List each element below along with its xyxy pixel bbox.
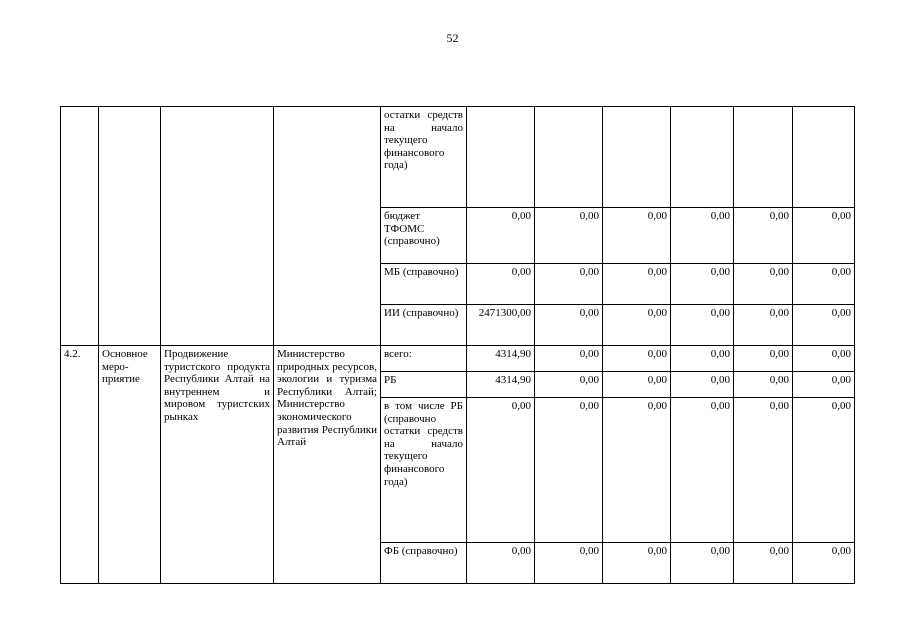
value-cell: 4314,90 (467, 346, 535, 372)
value-cell: 0,00 (671, 372, 734, 398)
source-cell: РБ (381, 372, 467, 398)
value-cell: 0,00 (671, 305, 734, 346)
table-row (61, 346, 855, 372)
value-cell: 0,00 (793, 346, 855, 372)
source-cell: бюджет ТФОМС (справочно) (381, 208, 467, 264)
value-cell: 0,00 (734, 372, 793, 398)
number-cell (61, 107, 99, 346)
page-number: 52 (446, 31, 459, 45)
value-cell: 0,00 (603, 264, 671, 305)
item-name: Продвижение туристского продукта Республики Алтай на внутреннем и мировом туристских рынках (161, 346, 274, 584)
value-cell (734, 107, 793, 208)
value-cell: 0,00 (793, 372, 855, 398)
value-cell (467, 107, 535, 208)
source-cell: ФБ (справочно) (381, 543, 467, 584)
value-cell (603, 107, 671, 208)
source-cell: ИИ (справочно) (381, 305, 467, 346)
value-cell: 0,00 (603, 208, 671, 264)
value-cell: 0,00 (734, 398, 793, 543)
value-cell: 0,00 (467, 208, 535, 264)
value-cell: 0,00 (535, 346, 603, 372)
item-number: 4.2. (61, 346, 99, 584)
source-cell: МБ (справочно) (381, 264, 467, 305)
value-cell: 0,00 (793, 398, 855, 543)
value-cell (671, 107, 734, 208)
source-cell: остатки средств на начало текущего финансового года) (381, 107, 467, 208)
value-cell: 0,00 (535, 305, 603, 346)
value-cell: 0,00 (603, 543, 671, 584)
value-cell: 0,00 (603, 346, 671, 372)
financing-table (60, 106, 855, 584)
source-cell: в том числе РБ (справочно остатки средств на начало текущего финансового года) (381, 398, 467, 543)
value-cell: 0,00 (734, 543, 793, 584)
value-cell: 0,00 (734, 264, 793, 305)
table-row (61, 107, 855, 208)
value-cell: 0,00 (671, 264, 734, 305)
value-cell: 0,00 (535, 398, 603, 543)
value-cell: 0,00 (793, 305, 855, 346)
value-cell: 0,00 (734, 305, 793, 346)
type-cell (99, 107, 161, 346)
value-cell: 0,00 (467, 398, 535, 543)
value-cell: 0,00 (467, 543, 535, 584)
name-cell (161, 107, 274, 346)
value-cell (793, 107, 855, 208)
value-cell: 0,00 (603, 305, 671, 346)
value-cell: 4314,90 (467, 372, 535, 398)
value-cell: 0,00 (535, 264, 603, 305)
value-cell (535, 107, 603, 208)
value-cell: 0,00 (734, 208, 793, 264)
source-cell: всего: (381, 346, 467, 372)
value-cell: 2471300,00 (467, 305, 535, 346)
value-cell: 0,00 (793, 208, 855, 264)
executor-cell (274, 107, 381, 346)
value-cell: 0,00 (671, 208, 734, 264)
item-type: Основное меро-приятие (99, 346, 161, 584)
value-cell: 0,00 (671, 543, 734, 584)
value-cell: 0,00 (535, 372, 603, 398)
value-cell: 0,00 (535, 543, 603, 584)
value-cell: 0,00 (671, 398, 734, 543)
value-cell: 0,00 (671, 346, 734, 372)
value-cell: 0,00 (535, 208, 603, 264)
value-cell: 0,00 (467, 264, 535, 305)
value-cell: 0,00 (793, 264, 855, 305)
item-executor: Министерство природных ресурсов, экологии и туризма Республики Алтай; Министерство экономического развития Республики Алтай (274, 346, 381, 584)
value-cell: 0,00 (603, 372, 671, 398)
value-cell: 0,00 (734, 346, 793, 372)
value-cell: 0,00 (793, 543, 855, 584)
value-cell: 0,00 (603, 398, 671, 543)
